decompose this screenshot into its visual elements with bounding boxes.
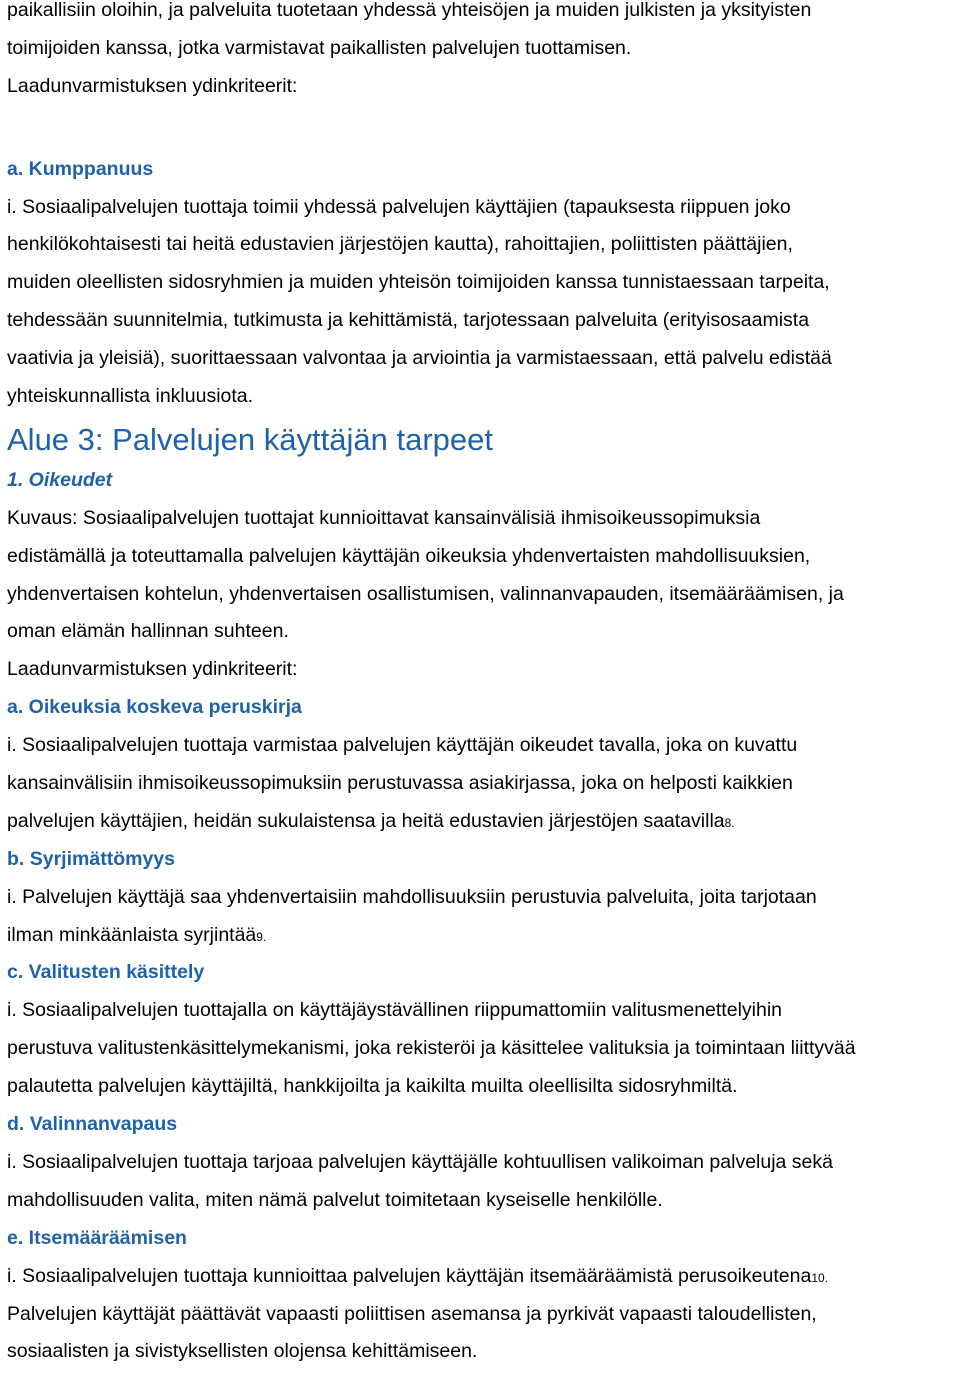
section-heading-oikeudet: 1. Oikeudet [7,468,113,491]
description-line: yhdenvertaisen kohtelun, yhdenvertaisen osallistumisen, valinnanvapauden, itsemääräämisen, ja [7,582,844,605]
paragraph-line: yhteiskunnallista inkluusiota. [7,385,254,408]
intro-line-2: toimijoiden kanssa, jotka varmistavat paikallisten palvelujen tuottamisen. [7,36,632,59]
paragraph-line: perustuva valitustenkäsittelymekanismi, joka rekisteröi ja käsittelee valituksia ja toimintaan liittyvää [7,1037,856,1060]
description-line: Kuvaus: Sosiaalipalvelujen tuottajat kunnioittavat kansainvälisiä ihmisoikeussopimuksia [7,506,761,529]
paragraph-line: henkilökohtaisesti tai heitä edustavien järjestöjen kautta), rahoittajien, poliittisten päättäjien, [7,233,793,256]
footnote-reference[interactable]: 9. [256,929,267,944]
paragraph-line: i. Sosiaalipalvelujen tuottajalla on käyttäjäystävällinen riippumattomiin valitusmenettelyihin [7,999,783,1022]
paragraph-line: i. Sosiaalipalvelujen tuottaja toimii yhdessä palvelujen käyttäjien (tapauksesta riippuen joko [7,195,791,218]
paragraph-line: vaativia ja yleisiä), suorittaessaan valvontaa ja arviointia ja varmistaessaan, että palvelu edistää [7,347,832,370]
criterion-heading-c: c. Valitusten käsittely [7,961,205,984]
criterion-heading-a: a. Oikeuksia koskeva peruskirja [7,696,302,719]
criterion-heading-d: d. Valinnanvapaus [7,1113,178,1136]
section-heading-kumppanuus: a. Kumppanuus [7,157,154,180]
paragraph-line: kansainvälisiin ihmisoikeussopimuksiin perustuvassa asiakirjassa, joka on helposti kaikkien [7,772,793,795]
footnote-reference[interactable]: 8. [724,815,735,830]
paragraph-line: i. Sosiaalipalvelujen tuottaja tarjoaa palvelujen käyttäjälle kohtuullisen valikoiman palveluja sekä [7,1150,833,1173]
paragraph-line: mahdollisuuden valita, miten nämä palvelut toimitetaan kyseiselle henkilölle. [7,1188,663,1211]
criteria-label: Laadunvarmistuksen ydinkriteerit: [7,74,298,97]
paragraph-line [7,803,957,841]
paragraph-text: palvelujen käyttäjien, heidän sukulaistensa ja heitä edustavien järjestöjen saatavilla [7,809,725,832]
paragraph-line: i. Sosiaalipalvelujen tuottaja varmistaa palvelujen käyttäjän oikeudet tavalla, joka on kuvattu [7,734,798,757]
footnote-reference[interactable]: 10. [811,1270,829,1285]
document-page [7,0,957,1371]
paragraph-text: ilman minkäänlaista syrjintää [7,923,257,946]
area-3-title: Alue 3: Palvelujen käyttäjän tarpeet [7,421,493,457]
paragraph-line: tehdessään suunnitelmia, tutkimusta ja kehittämistä, tarjotessaan palveluita (erityisosaamista [7,309,810,332]
spacer [7,106,957,151]
criteria-label: Laadunvarmistuksen ydinkriteerit: [7,658,298,681]
paragraph-line: sosiaalisten ja sivistyksellisten olojensa kehittämiseen. [7,1340,478,1363]
paragraph-line [7,917,957,955]
criterion-heading-e: e. Itsemääräämisen [7,1226,187,1249]
paragraph-line: Palvelujen käyttäjät päättävät vapaasti poliittisen asemansa ja pyrkivät vapaasti taloudellisten, [7,1302,817,1325]
criterion-heading-b: b. Syrjimättömyys [7,847,175,870]
intro-line-1: paikallisiin oloihin, ja palveluita tuotetaan yhdessä yhteisöjen ja muiden julkisten ja yksityisten [7,0,812,21]
description-line: edistämällä ja toteuttamalla palvelujen käyttäjän oikeuksia yhdenvertaisten mahdollisuuksien, [7,544,811,567]
paragraph-line [7,1258,957,1296]
paragraph-text: i. Sosiaalipalvelujen tuottaja kunnioittaa palvelujen käyttäjän itsemääräämistä perusoikeutena [7,1264,812,1287]
paragraph-line: i. Palvelujen käyttäjä saa yhdenvertaisiin mahdollisuuksiin perustuvia palveluita, joita tarjotaan [7,885,817,908]
paragraph-line: muiden oleellisten sidosryhmien ja muiden yhteisön toimijoiden kanssa tunnistaessaan tarpeita, [7,271,830,294]
description-line: oman elämän hallinnan suhteen. [7,620,289,643]
paragraph-line: palautetta palvelujen käyttäjiltä, hankkijoilta ja kaikilta muilta oleellisilta sidosryhmiltä. [7,1075,738,1098]
